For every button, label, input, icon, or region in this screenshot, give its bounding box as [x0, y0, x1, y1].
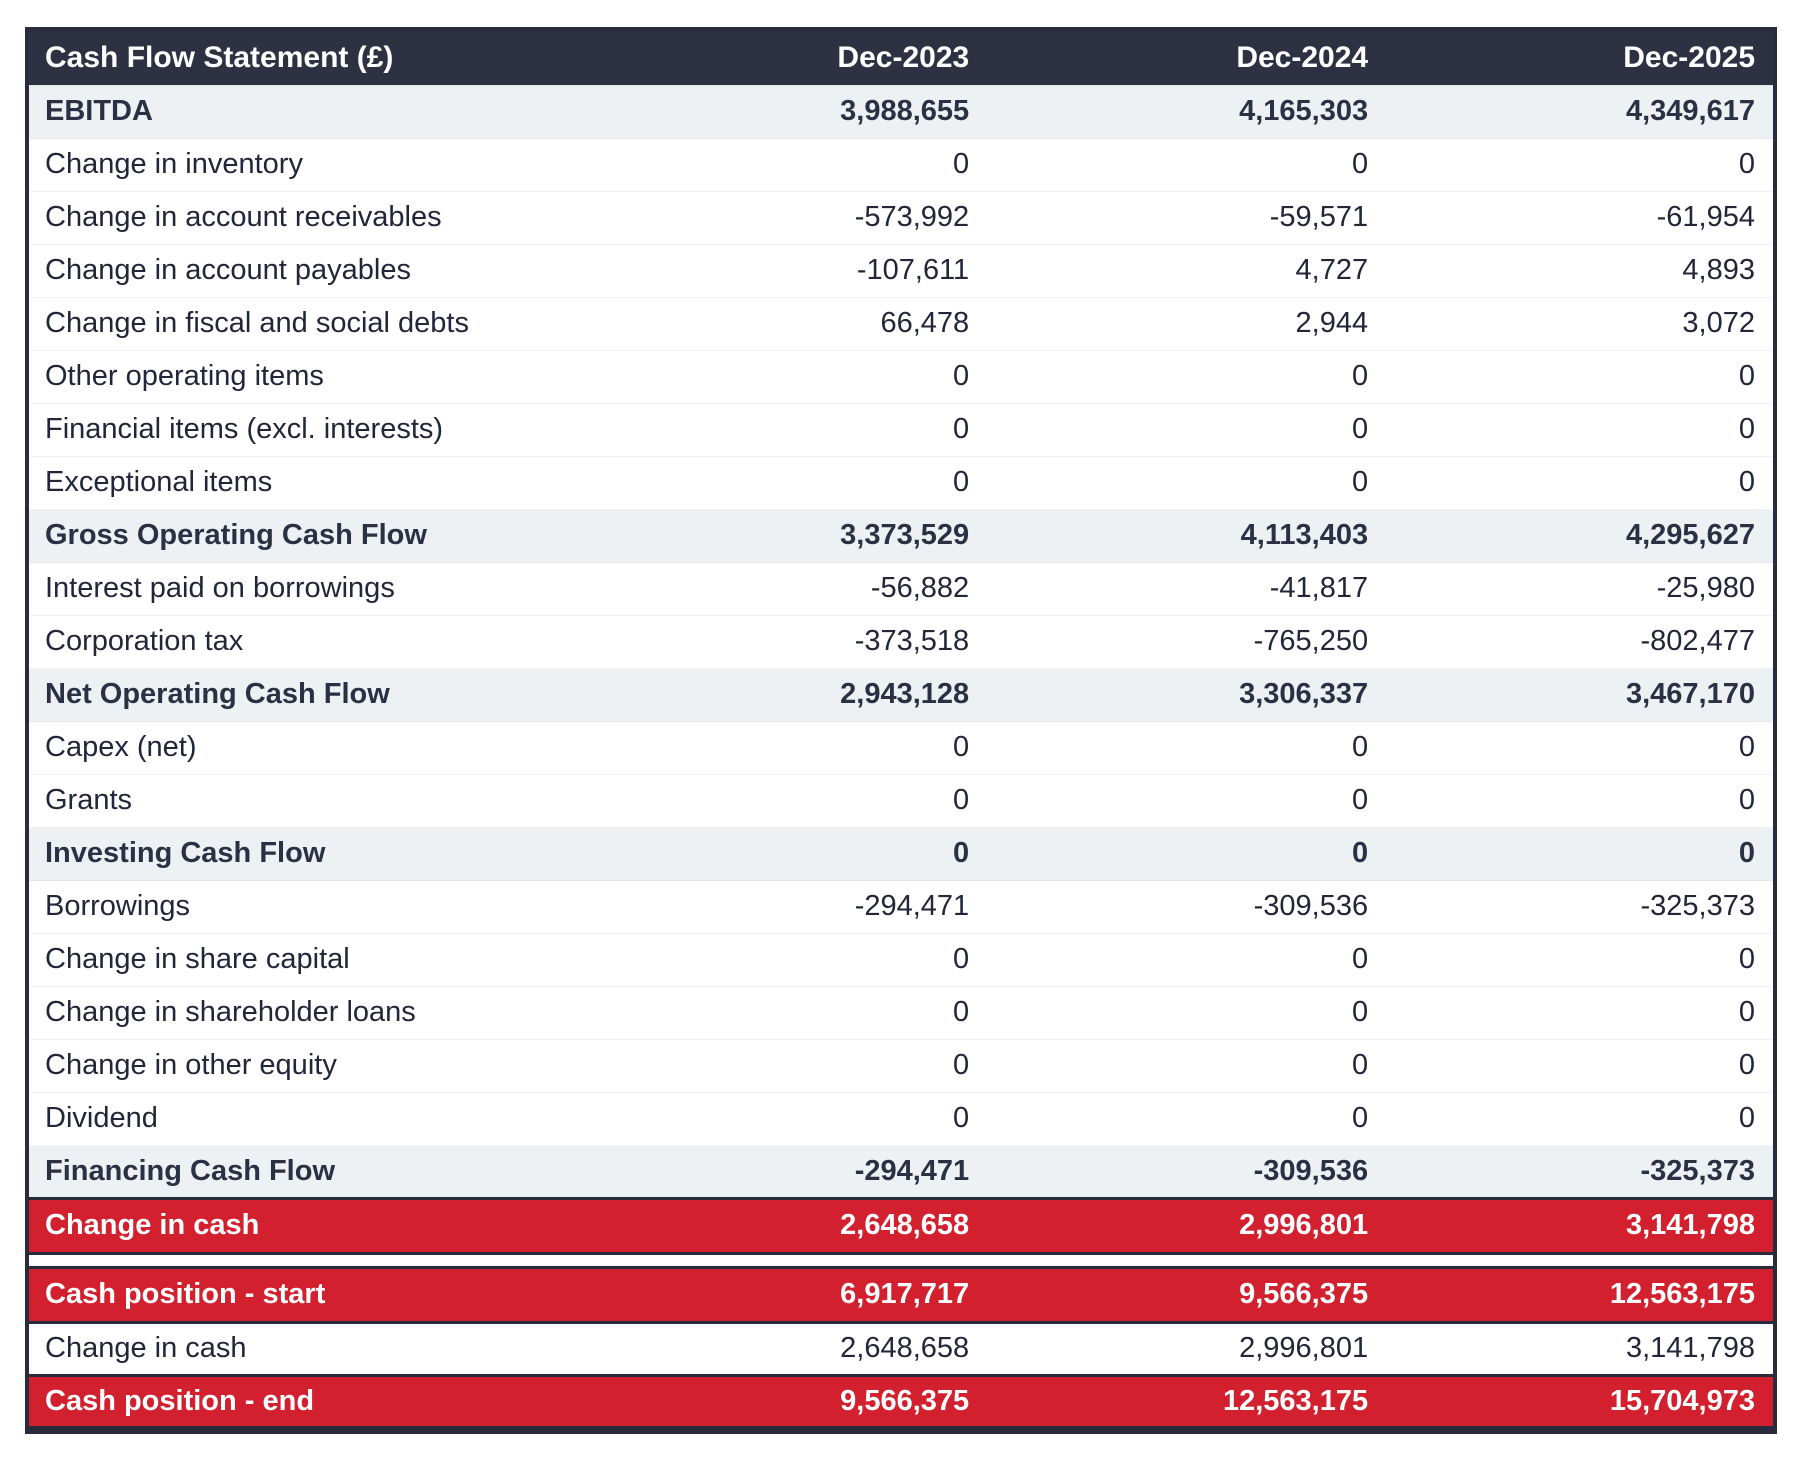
table-row	[27, 509, 1775, 562]
cell-value-year-3: 4,349,617	[1386, 85, 1775, 138]
row-label: EBITDA	[27, 85, 588, 138]
table-row	[27, 85, 1775, 138]
cell-value-year-1: 0	[588, 827, 987, 880]
cell-value-year-3: 3,141,798	[1386, 1322, 1775, 1375]
row-label: Change in shareholder loans	[27, 986, 588, 1039]
cell-value-year-3: 0	[1386, 986, 1775, 1039]
cell-value-year-1: 0	[588, 138, 987, 191]
cell-value-year-3: -802,477	[1386, 615, 1775, 668]
table-body	[27, 85, 1775, 1430]
row-label	[27, 1253, 588, 1267]
cell-value-year-3: -25,980	[1386, 562, 1775, 615]
table-row	[27, 1253, 1775, 1267]
cell-value-year-1: 0	[588, 350, 987, 403]
table-row	[27, 774, 1775, 827]
row-label: Dividend	[27, 1092, 588, 1145]
cell-value-year-1: 66,478	[588, 297, 987, 350]
cell-value-year-1: 2,943,128	[588, 668, 987, 721]
column-header-year-3: Dec-2025	[1386, 29, 1775, 85]
cell-value-year-3: 0	[1386, 403, 1775, 456]
cell-value-year-3: 0	[1386, 350, 1775, 403]
cell-value-year-1: 0	[588, 1092, 987, 1145]
table-row	[27, 562, 1775, 615]
table-row	[27, 138, 1775, 191]
table-row	[27, 191, 1775, 244]
cell-value-year-2: 2,944	[987, 297, 1386, 350]
cell-value-year-1: -294,471	[588, 880, 987, 933]
cell-value-year-3: 0	[1386, 933, 1775, 986]
row-label: Corporation tax	[27, 615, 588, 668]
table-row	[27, 1092, 1775, 1145]
table-row	[27, 244, 1775, 297]
table-row	[27, 880, 1775, 933]
column-header-year-1: Dec-2023	[588, 29, 987, 85]
row-label: Change in cash	[27, 1198, 588, 1253]
table-row	[27, 1322, 1775, 1375]
cell-value-year-2: -309,536	[987, 1145, 1386, 1198]
cell-value-year-2: 0	[987, 827, 1386, 880]
table-header	[27, 29, 1775, 85]
cell-value-year-2	[987, 1253, 1386, 1267]
cell-value-year-3: -325,373	[1386, 880, 1775, 933]
row-label: Change in account payables	[27, 244, 588, 297]
cell-value-year-1: 0	[588, 986, 987, 1039]
cell-value-year-2: -765,250	[987, 615, 1386, 668]
row-label: Investing Cash Flow	[27, 827, 588, 880]
row-label: Change in share capital	[27, 933, 588, 986]
cell-value-year-2: 4,727	[987, 244, 1386, 297]
cell-value-year-2: 0	[987, 403, 1386, 456]
cell-value-year-2: 9,566,375	[987, 1267, 1386, 1322]
row-label: Capex (net)	[27, 721, 588, 774]
cell-value-year-2: 2,996,801	[987, 1322, 1386, 1375]
cell-value-year-2: 0	[987, 986, 1386, 1039]
cell-value-year-1: 3,373,529	[588, 509, 987, 562]
cell-value-year-3: 4,893	[1386, 244, 1775, 297]
cell-value-year-2: 0	[987, 721, 1386, 774]
row-label: Net Operating Cash Flow	[27, 668, 588, 721]
cell-value-year-1: 9,566,375	[588, 1375, 987, 1430]
cell-value-year-2: 3,306,337	[987, 668, 1386, 721]
cell-value-year-3: 12,563,175	[1386, 1267, 1775, 1322]
cell-value-year-1: 0	[588, 774, 987, 827]
cell-value-year-3: 0	[1386, 456, 1775, 509]
row-label: Change in cash	[27, 1322, 588, 1375]
cell-value-year-3: 0	[1386, 138, 1775, 191]
cell-value-year-3	[1386, 1253, 1775, 1267]
header-row	[27, 29, 1775, 85]
cell-value-year-1: 2,648,658	[588, 1198, 987, 1253]
table-row	[27, 350, 1775, 403]
table-row	[27, 1039, 1775, 1092]
row-label: Gross Operating Cash Flow	[27, 509, 588, 562]
cell-value-year-1: 0	[588, 933, 987, 986]
cell-value-year-3: -61,954	[1386, 191, 1775, 244]
table-row	[27, 403, 1775, 456]
cell-value-year-1: 6,917,717	[588, 1267, 987, 1322]
cell-value-year-1: 0	[588, 456, 987, 509]
cell-value-year-1: -56,882	[588, 562, 987, 615]
cell-value-year-1: 2,648,658	[588, 1322, 987, 1375]
cell-value-year-2: 0	[987, 1039, 1386, 1092]
table-title: Cash Flow Statement (£)	[27, 29, 588, 85]
table-row	[27, 615, 1775, 668]
table-row	[27, 1267, 1775, 1322]
cell-value-year-2: 2,996,801	[987, 1198, 1386, 1253]
row-label: Cash position - end	[27, 1375, 588, 1430]
row-label: Other operating items	[27, 350, 588, 403]
cell-value-year-1: 0	[588, 721, 987, 774]
row-label: Change in inventory	[27, 138, 588, 191]
cell-value-year-2: -59,571	[987, 191, 1386, 244]
cell-value-year-1: -107,611	[588, 244, 987, 297]
cash-flow-table	[25, 27, 1777, 1434]
row-label: Grants	[27, 774, 588, 827]
row-label: Change in account receivables	[27, 191, 588, 244]
table-row	[27, 456, 1775, 509]
table-row	[27, 986, 1775, 1039]
table-row	[27, 668, 1775, 721]
column-header-year-2: Dec-2024	[987, 29, 1386, 85]
cell-value-year-2: 0	[987, 774, 1386, 827]
cell-value-year-3: 15,704,973	[1386, 1375, 1775, 1430]
row-label: Change in other equity	[27, 1039, 588, 1092]
row-label: Financial items (excl. interests)	[27, 403, 588, 456]
cell-value-year-1: -573,992	[588, 191, 987, 244]
cell-value-year-2: 0	[987, 933, 1386, 986]
cell-value-year-2: -41,817	[987, 562, 1386, 615]
cell-value-year-1: 0	[588, 1039, 987, 1092]
cash-flow-statement	[25, 27, 1777, 1434]
row-label: Borrowings	[27, 880, 588, 933]
table-row	[27, 933, 1775, 986]
cell-value-year-1	[588, 1253, 987, 1267]
row-label: Cash position - start	[27, 1267, 588, 1322]
table-row	[27, 721, 1775, 774]
row-label: Exceptional items	[27, 456, 588, 509]
cell-value-year-2: 0	[987, 138, 1386, 191]
row-label: Financing Cash Flow	[27, 1145, 588, 1198]
cell-value-year-3: 3,141,798	[1386, 1198, 1775, 1253]
cell-value-year-3: -325,373	[1386, 1145, 1775, 1198]
cell-value-year-2: -309,536	[987, 880, 1386, 933]
cell-value-year-3: 0	[1386, 1039, 1775, 1092]
row-label: Change in fiscal and social debts	[27, 297, 588, 350]
cell-value-year-3: 4,295,627	[1386, 509, 1775, 562]
cell-value-year-2: 4,165,303	[987, 85, 1386, 138]
table-row	[27, 1198, 1775, 1253]
cell-value-year-2: 0	[987, 350, 1386, 403]
table-row	[27, 827, 1775, 880]
cell-value-year-2: 0	[987, 456, 1386, 509]
cell-value-year-3: 0	[1386, 827, 1775, 880]
table-row	[27, 1375, 1775, 1430]
cell-value-year-1: 3,988,655	[588, 85, 987, 138]
row-label: Interest paid on borrowings	[27, 562, 588, 615]
cell-value-year-3: 0	[1386, 721, 1775, 774]
cell-value-year-3: 0	[1386, 1092, 1775, 1145]
cell-value-year-3: 0	[1386, 774, 1775, 827]
cell-value-year-2: 4,113,403	[987, 509, 1386, 562]
cell-value-year-2: 0	[987, 1092, 1386, 1145]
cell-value-year-3: 3,072	[1386, 297, 1775, 350]
cell-value-year-1: 0	[588, 403, 987, 456]
cell-value-year-2: 12,563,175	[987, 1375, 1386, 1430]
table-row	[27, 297, 1775, 350]
table-row	[27, 1145, 1775, 1198]
cell-value-year-3: 3,467,170	[1386, 668, 1775, 721]
cell-value-year-1: -294,471	[588, 1145, 987, 1198]
cell-value-year-1: -373,518	[588, 615, 987, 668]
